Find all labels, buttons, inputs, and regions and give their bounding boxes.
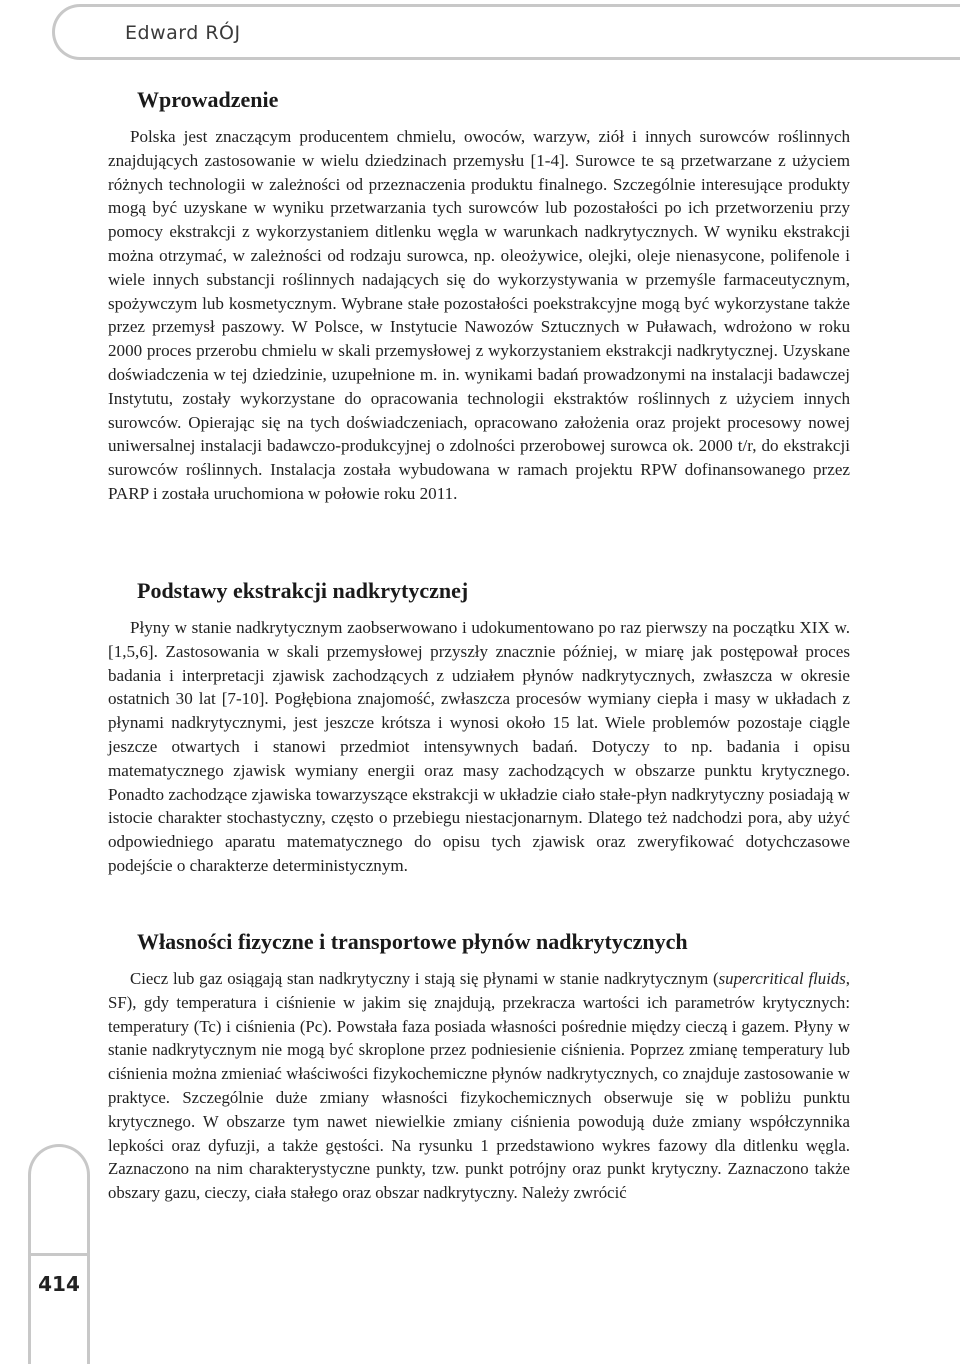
running-header-author: Edward RÓJ (125, 22, 241, 44)
page-number-divider (28, 1253, 90, 1256)
section-heading-physical-properties: Własności fizyczne i transportowe płynów nadkrytycznych (137, 929, 688, 954)
section-paragraph-introduction: Polska jest znaczącym producentem chmielu, owoców, warzyw, ziół i innych surowców roślinnych znajdujących zastosowanie w wielu dziedzinach przemysłu [1-4]. Surowce te są przetwarzane z użyciem różnych technologii w zależności od przeznaczenia produktu finalnego. Szczególnie interesujące produkty mogą być uzyskane w wyniku przetwarzania tych surowców lub pozostałości po ich przetworzeniu przy pomocy ekstrakcji z wykorzystaniem ditlenku węgla w warunkach nadkrytycznych. W wyniku ekstrakcji można otrzymać, w zależności od rodzaju surowca, np. oleożywice, olejki, oleje nienasycone, polifenole i wiele innych substancji roślinnych nadających się do wykorzystywania w przemyśle farmaceutycznym, spożywczym lub kosmetycznym. Wybrane stałe pozostałości poekstrakcyjne mogą być wykorzystane także przez przemysł paszowy. W Polsce, w Instytucie Nawozów Sztucznych w Puławach, wdrożono w roku 2000 proces przerobu chmielu w skali przemysłowej z wykorzystaniem ekstrakcji nadkrytycznej. Uzyskane doświadczenia w tej dziedzinie, uzupełnione m. in. wynikami badań prowadzonymi na instalacji badawczej Instytutu, zostały wykorzystane do opracowania technologii ekstraktów roślinnych z użyciem innych surowców. Opierając się na tych doświadczeniach, opracowano założenia oraz projekt procesowy nowej uniwersalnej instalacji badawczo-produkcyjnej o zdolności przerobowej surowca ok. 2000 t/r, do ekstrakcji surowców roślinnych. Instalacja została wybudowana w ramach projektu RPW dofinansowanego przez PARP i została uruchomiona w połowie roku 2011. (108, 127, 850, 503)
section-heading-supercritical-basics: Podstawy ekstrakcji nadkrytycznej (137, 578, 469, 603)
italic-term: supercritical fluids (718, 969, 846, 988)
section-heading-introduction: Wprowadzenie (137, 87, 279, 112)
page-number: 414 (38, 1272, 80, 1296)
section-paragraph-supercritical-basics: Płyny w stanie nadkrytycznym zaobserwowano i udokumentowano po raz pierwszy na początku XIX w. [1,5,6]. Zastosowania w skali przemysłowej przyszły znacznie później, w miarę jak postępował proces badania i interpretacji zjawisk zachodzących z udziałem płynów nadkrytycznych, zwłaszcza w okresie ostatnich 30 lat [7-10]. Pogłębiona znajomość, zwłaszcza procesów wymiany ciepła i masy w układach z płynami nadkrytycznymi, jest jeszcze krótsza i wynosi około 15 lat. Wiele problemów pozostaje ciągle jeszcze otwartych i stanowi przedmiot intensywnych badań. Dotyczy to np. badania i opisu matematycznego zjawisk wymiany energii oraz masy zachodzących w obszarze punktu krytycznego. Ponadto zachodzące zjawiska towarzyszące ekstrakcji w układzie ciało stałe-płyn nadkrytyczny posiadają w istocie charakter stochastyczny, często o przebiegu niestacjonarnym. Dlatego też nadchodzi pora, aby użyć odpowiedniego aparatu matematycznego do opisu tych zjawisk oraz zweryfikować dotychczasowe podejście o charakterze deterministycznym. (108, 618, 850, 875)
paragraph-text-end: , SF), gdy temperatura i ciśnienie w jakim się znajdują, przekracza wartości ich parametrów krytycznych: temperatury (Tc) i ciśnienia (Pc). Powstała faza posiada własności pośrednie między cieczą i gazem. Płyny w stanie nadkrytycznym nie mogą być skroplone przez podniesienie ciśnienia. Poprzez zmianę temperatury lub ciśnienia można zmieniać właściwości fizykochemiczne płynów nadkrytycznych, co znajduje zastosowanie w praktyce. Szczególnie duże zmiany własności fizykochemicznych obserwuje się w pobliżu punktu krytycznego. W obszarze tym nawet niewielkie zmiany ciśnienia powodują duże zmiany współczynnika lepkości oraz dyfuzji, a także gęstości. Na rysunku 1 przedstawiono wykres fazowy dla ditlenku węgla. Zaznaczono na nim charakterystyczne punkty, tzw. punkt potrójny oraz punkt krytyczny. Zaznaczono także obszary gazu, cieczy, ciała stałego oraz obszar nadkrytyczny. Należy zwrócić (108, 969, 850, 1203)
section-paragraph-physical-properties (108, 967, 850, 1205)
paragraph-text-start: Ciecz lub gaz osiągają stan nadkrytyczny i stają się płynami w stanie nadkrytycznym ( (130, 969, 719, 988)
